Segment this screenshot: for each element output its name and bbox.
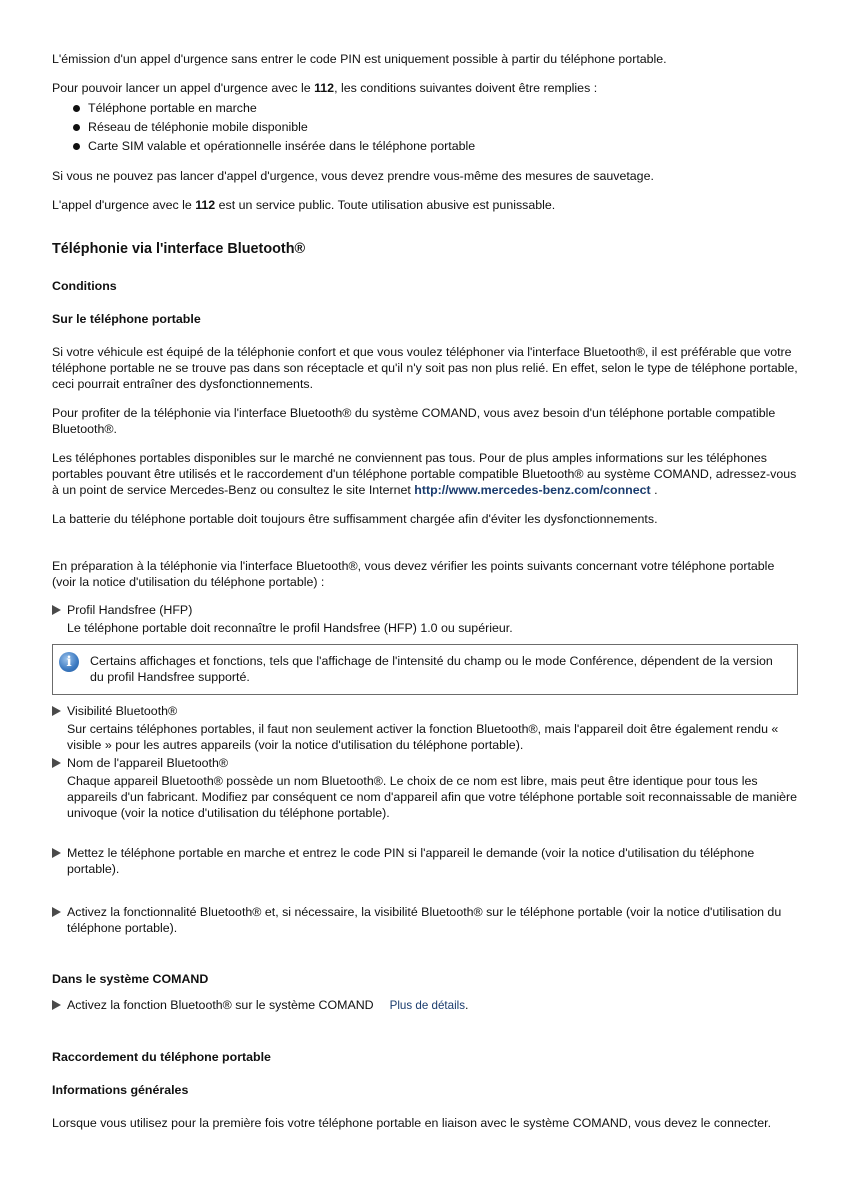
- paragraph-cradle: Si votre véhicule est équipé de la téléphonie confort et que vous voulez téléphoner via l'interface Bluetooth®, il est préférable que votre téléphone portable ne se trouve pas dans son réceptacle et qu'il n'y soit pas non plus relié. En effet, selon le type de téléphone portable, ceci pourrait entraîner des dysfonctionnements.: [52, 345, 798, 391]
- heading-general-info: Informations générales: [52, 1083, 189, 1097]
- spacer: [52, 821, 800, 845]
- spacer: [52, 540, 800, 558]
- emergency-number: 112: [314, 81, 335, 95]
- arrow-right-icon: [52, 605, 61, 615]
- paragraph-emergency-pin: L'émission d'un appel d'urgence sans entrer le code PIN est uniquement possible à partir du téléphone portable.: [52, 52, 667, 66]
- text: Les téléphones portables disponibles sur le marché ne conviennent pas tous. Pour de plus amples informations sur les téléphones portables pouvant être utilisés et le raccordement d'un téléphone portable compatible Bluetooth® au système COMAND, adressez-vous à un point de service Mercedes-Benz ou consultez le site Internet: [52, 451, 797, 497]
- text: est un service public. Toute utilisation abusive est punissable.: [215, 198, 556, 212]
- text: .: [650, 483, 658, 497]
- conditions-list: [52, 99, 800, 156]
- paragraph-first-connect: Lorsque vous utilisez pour la première fois votre téléphone portable en liaison avec le système COMAND, vous devez le connecter.: [52, 1116, 772, 1130]
- arrow-right-icon: [52, 907, 61, 917]
- heading-bluetooth-telephony: Téléphonie via l'interface Bluetooth®: [52, 241, 306, 257]
- item-title: Visibilité Bluetooth®: [67, 704, 178, 718]
- arrow-right-icon: [52, 706, 61, 716]
- item-text: Sur certains téléphones portables, il faut non seulement activer la fonction Bluetooth®, mais l'appareil doit être également rendu « visible » pour les autres appareils (voir la notice d'utilisation du téléphone portable).: [67, 722, 779, 752]
- text: L'appel d'urgence avec le: [52, 198, 196, 212]
- spacer: [52, 936, 800, 971]
- arrow-right-icon: [52, 848, 61, 858]
- mercedes-connect-link[interactable]: http://www.mercedes-benz.com/connect: [414, 483, 651, 497]
- info-note: [52, 644, 798, 695]
- step-power-on: [52, 845, 800, 877]
- list-item-text: Carte SIM valable et opérationnelle insérée dans le téléphone portable: [88, 139, 476, 153]
- arrow-right-icon: [52, 1000, 61, 1010]
- item-text: Chaque appareil Bluetooth® possède un nom Bluetooth®. Le choix de ce nom est libre, mais peut être identique pour tous les appareils d'un fabricant. Modifiez par conséquent ce nom d'appareil afin que votre téléphone portable soit reconnaissable de manière univoque (voir la notice d'utilisation du téléphone portable).: [67, 774, 798, 820]
- paragraph-public-service: [52, 197, 800, 213]
- text: Pour pouvoir lancer un appel d'urgence avec le: [52, 81, 315, 95]
- arrow-right-icon: [52, 758, 61, 768]
- paragraph-rescue: Si vous ne pouvez pas lancer d'appel d'urgence, vous devez prendre vous-même des mesures de sauvetage.: [52, 169, 654, 183]
- checklist-item-visibility: [52, 703, 800, 753]
- emergency-number: 112: [195, 198, 216, 212]
- list-item-text: Réseau de téléphonie mobile disponible: [88, 120, 308, 134]
- checklist-item-hfp: [52, 602, 800, 636]
- list-item: [52, 137, 800, 156]
- step-text: Activez la fonction Bluetooth® sur le système COMAND: [67, 998, 374, 1012]
- item-title: Nom de l'appareil Bluetooth®: [67, 756, 228, 770]
- step-text: Mettez le téléphone portable en marche et entrez le code PIN si l'appareil le demande (voir la notice d'utilisation du téléphone portable).: [67, 846, 755, 876]
- step-text: Activez la fonctionnalité Bluetooth® et, si nécessaire, la visibilité Bluetooth® sur le téléphone portable (voir la notice d'utilisation du téléphone portable).: [67, 905, 782, 935]
- spacer: [52, 877, 800, 904]
- step-activate-bluetooth-phone: [52, 904, 800, 936]
- heading-phone-connection: Raccordement du téléphone portable: [52, 1050, 271, 1064]
- paragraph-battery: La batterie du téléphone portable doit toujours être suffisamment chargée afin d'éviter les dysfonctionnements.: [52, 512, 658, 526]
- heading-on-phone: Sur le téléphone portable: [52, 312, 201, 326]
- paragraph-compatible: Pour profiter de la téléphonie via l'interface Bluetooth® du système COMAND, vous avez besoin d'un téléphone portable compatible Bluetooth®.: [52, 406, 776, 436]
- item-text: Le téléphone portable doit reconnaître le profil Handsfree (HFP) 1.0 ou supérieur.: [67, 621, 513, 635]
- note-text: Certains affichages et fonctions, tels que l'affichage de l'intensité du champ ou le mode Conférence, dépendent de la version du profil Handsfree supporté.: [90, 654, 773, 684]
- document-page: [52, 51, 800, 1144]
- text: .: [465, 998, 469, 1012]
- text: , les conditions suivantes doivent être remplies :: [334, 81, 598, 95]
- paragraph-preparation: En préparation à la téléphonie via l'interface Bluetooth®, vous devez vérifier les points suivants concernant votre téléphone portable (voir la notice d'utilisation du téléphone portable) :: [52, 559, 775, 589]
- paragraph-service-point: [52, 450, 800, 498]
- bullet-icon: [73, 124, 80, 131]
- bullet-icon: [73, 105, 80, 112]
- step-activate-bluetooth-comand: [52, 997, 800, 1014]
- heading-conditions: Conditions: [52, 279, 117, 293]
- list-item: [52, 99, 800, 118]
- paragraph-emergency-conditions: [52, 80, 800, 96]
- item-title: Profil Handsfree (HFP): [67, 603, 193, 617]
- spacer: [52, 1014, 800, 1049]
- heading-comand-system: Dans le système COMAND: [52, 972, 209, 986]
- list-item: [52, 118, 800, 137]
- info-icon: i: [59, 652, 79, 672]
- checklist-item-device-name: [52, 755, 800, 821]
- bullet-icon: [73, 143, 80, 150]
- list-item-text: Téléphone portable en marche: [88, 101, 257, 115]
- more-details-link[interactable]: Plus de détails: [389, 999, 466, 1012]
